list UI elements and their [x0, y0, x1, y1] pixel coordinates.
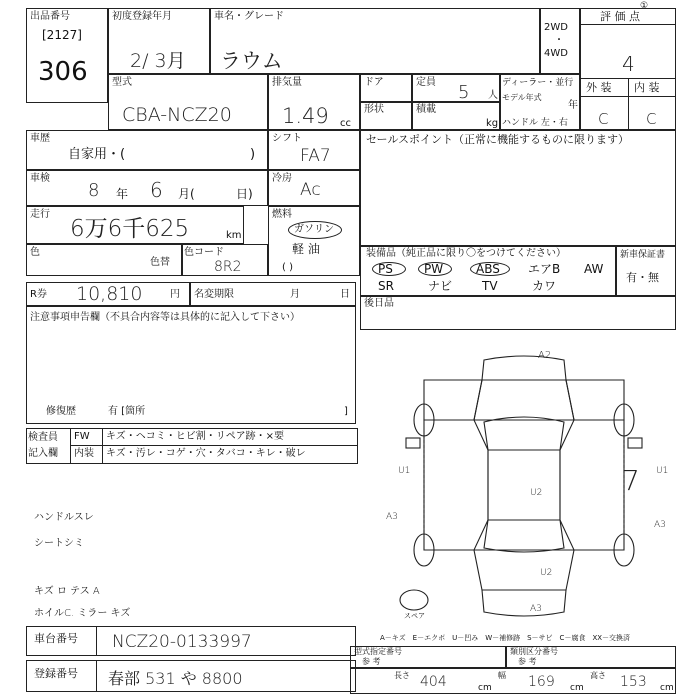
color-label: 色	[30, 247, 40, 258]
disp-value: 1.49	[282, 104, 329, 128]
options-label: 装備品（純正品に限り〇をつけてください）	[366, 248, 566, 259]
right-mirror	[628, 438, 642, 448]
wid-value: 169	[528, 674, 555, 690]
inspection-year: 8	[88, 180, 100, 201]
model-value: CBA-NCZ20	[122, 104, 232, 126]
color-code-label: 色コード	[184, 247, 224, 258]
left-mirror	[406, 438, 420, 448]
disp-label: 排気量	[272, 77, 302, 88]
lot-label: 出品番号	[30, 11, 70, 22]
damage-legend: A－キズ E－エクボ U－凹み W－補修跡 S－サビ C－腐食 XX－交換済	[380, 634, 631, 642]
drive-4wd: 4WD	[544, 48, 568, 59]
len-unit: cm	[478, 683, 492, 693]
option-tv: TV	[482, 279, 498, 293]
fuel-paren: ( )	[282, 262, 293, 273]
lot-ref: [2127]	[42, 28, 82, 42]
recycle-unit: 円	[170, 289, 180, 300]
car-roof	[488, 450, 560, 520]
repair-close: ]	[344, 406, 348, 417]
mark-7: 7	[622, 464, 640, 497]
shift-label: シフト	[272, 133, 302, 144]
recycle-label: R券	[30, 289, 47, 300]
name-value: ラウム	[220, 49, 283, 73]
car-hood	[474, 380, 574, 420]
inspection-box	[26, 170, 268, 206]
fuel-light: 軽 油	[292, 242, 320, 256]
option-abs: ABS	[476, 262, 500, 276]
inspector-label-2: 記入欄	[28, 448, 58, 459]
top-right-mark: ①	[640, 1, 649, 11]
mileage-value: 6万6千625	[70, 216, 190, 242]
ver-day-unit: 日	[340, 289, 350, 300]
sales-label: セールスポイント（正常に機能するものに限ります）	[366, 133, 630, 146]
shape-label: 形状	[364, 104, 384, 115]
car-rear-bumper	[482, 590, 566, 616]
inspector-label-1: 検査員	[28, 432, 58, 443]
inspection-day-unit: 日)	[236, 187, 253, 201]
ac-value: Ac	[300, 180, 321, 200]
year-unit: 年	[568, 100, 578, 111]
car-rear-window	[484, 520, 564, 552]
len-value: 404	[420, 674, 447, 690]
option-sr: SR	[378, 279, 394, 293]
repair-value: 有 [箇所	[108, 406, 146, 417]
wid-label: 幅	[498, 671, 506, 680]
spare-tire	[400, 590, 428, 610]
fuel-label: 燃料	[272, 209, 292, 220]
color-number-label: 色替	[150, 257, 170, 268]
after-box	[360, 296, 676, 330]
hei-unit: cm	[660, 683, 674, 693]
option-navi: ナビ	[428, 279, 453, 293]
handle-label: ハンドル 左・右	[502, 118, 568, 128]
warranty-label: 新車保証書	[620, 250, 666, 260]
inspector-int: 内装	[74, 448, 94, 459]
int-value: C	[646, 110, 657, 128]
eval-label: 評 価 点	[600, 10, 640, 23]
mark-u1-right: U1	[656, 466, 669, 476]
history-value: 自家用・(	[68, 147, 126, 162]
shift-value: FA7	[300, 146, 331, 166]
inspector-fw-items: キズ・ヘコミ・ヒビ割・リペア跡・×要	[106, 431, 284, 442]
int-label: 内 装	[634, 81, 660, 94]
inspection-month: 6	[150, 178, 163, 202]
disp-unit: cc	[340, 118, 351, 129]
chassis-label: 車台番号	[34, 632, 78, 645]
mark-u2-low: U2	[540, 568, 553, 578]
lot-number: 306	[38, 57, 88, 87]
first-reg-value: 2/ 3月	[130, 50, 186, 72]
mark-a3-left: A3	[386, 512, 398, 522]
load-label: 積載	[416, 104, 436, 115]
option-pw: PW	[424, 262, 444, 276]
capacity-value: 5	[458, 82, 470, 103]
option-ps: PS	[378, 262, 393, 276]
history-close: )	[250, 147, 256, 162]
len-label: 長さ	[394, 671, 410, 680]
warranty-value: 有・無	[626, 271, 659, 284]
ver-label: 名変期限	[194, 289, 234, 300]
notes-label: 注意事項申告欄（不具合内容等は具体的に記入して下さい）	[30, 312, 300, 323]
inspection-year-unit: 年	[116, 187, 129, 201]
mark-u1-left: U1	[398, 466, 411, 476]
remark-line-4: ホイルC. ミラー キズ	[34, 608, 131, 619]
capacity-label: 定員	[416, 77, 436, 88]
mark-a2-top: A2	[538, 350, 552, 361]
name-grade-label: 車名・グレード	[214, 11, 284, 22]
class-no-label: 類別区分番号	[510, 647, 558, 656]
capacity-unit: 人	[488, 90, 498, 101]
car-right-fender	[566, 380, 624, 420]
car-front-bumper	[482, 356, 566, 380]
option-aw: AW	[584, 262, 604, 276]
reg-label: 登録番号	[34, 667, 78, 680]
mileage-unit: km	[226, 230, 242, 241]
mark-spare: スペア	[404, 612, 425, 620]
model-year-label: モデル年式	[502, 93, 542, 102]
ver-month-unit: 月	[290, 289, 300, 300]
hei-label: 高さ	[590, 671, 606, 680]
inspection-label: 車検	[30, 173, 50, 184]
door-label: ドア	[364, 77, 384, 88]
mark-a3-bottom: A3	[530, 604, 542, 614]
ext-value: C	[598, 110, 609, 128]
inspector-fw: FW	[74, 431, 90, 442]
ac-label: 冷房	[272, 173, 292, 184]
eval-value: 4	[622, 52, 635, 76]
mileage-label: 走行	[30, 209, 50, 220]
type-no-sub: 参 考	[362, 657, 381, 666]
wid-unit: cm	[570, 683, 584, 693]
history-label: 車歴	[30, 133, 50, 144]
remark-line-2: シートシミ	[34, 538, 84, 549]
repair-label: 修復歴	[46, 406, 76, 417]
mark-a3-right: A3	[654, 520, 666, 530]
reg-value: 春部 531 や 8800	[108, 669, 243, 688]
model-label: 型式	[112, 77, 132, 88]
load-unit: kg	[486, 118, 499, 129]
history-box	[26, 130, 268, 170]
hei-value: 153	[620, 674, 647, 690]
car-trunk	[474, 550, 574, 590]
inspection-month-unit: 月(	[178, 187, 195, 201]
remark-line-3: キズ ロ テス A	[34, 586, 100, 597]
mark-u2-mid: U2	[530, 488, 543, 498]
option-leather: カワ	[532, 279, 557, 293]
drive-dot: ・	[554, 35, 564, 46]
dealer-label: ディーラー・並行	[502, 78, 574, 88]
sales-box	[360, 130, 676, 246]
chassis-value: NCZ20-0133997	[112, 632, 252, 652]
color-code-value: 8R2	[214, 259, 242, 275]
class-no-sub: 参 考	[518, 657, 537, 666]
option-airbag: エアB	[528, 262, 561, 276]
remark-line-1: ハンドルスレ	[34, 512, 94, 523]
type-no-label: 型式指定番号	[354, 647, 402, 656]
recycle-value: 10,810	[76, 283, 143, 305]
car-right-side	[560, 420, 624, 550]
car-left-fender	[424, 380, 482, 420]
inspector-int-items: キズ・汚レ・コゲ・穴・タバコ・キレ・破レ	[106, 448, 306, 459]
fuel-value: ガソリン	[294, 224, 334, 235]
car-windshield	[484, 417, 564, 450]
ext-label: 外 装	[586, 81, 612, 94]
after-label: 後日品	[364, 298, 394, 309]
drive-2wd: 2WD	[544, 22, 568, 33]
car-left-side	[424, 420, 488, 550]
first-reg-label: 初度登録年月	[112, 11, 172, 22]
